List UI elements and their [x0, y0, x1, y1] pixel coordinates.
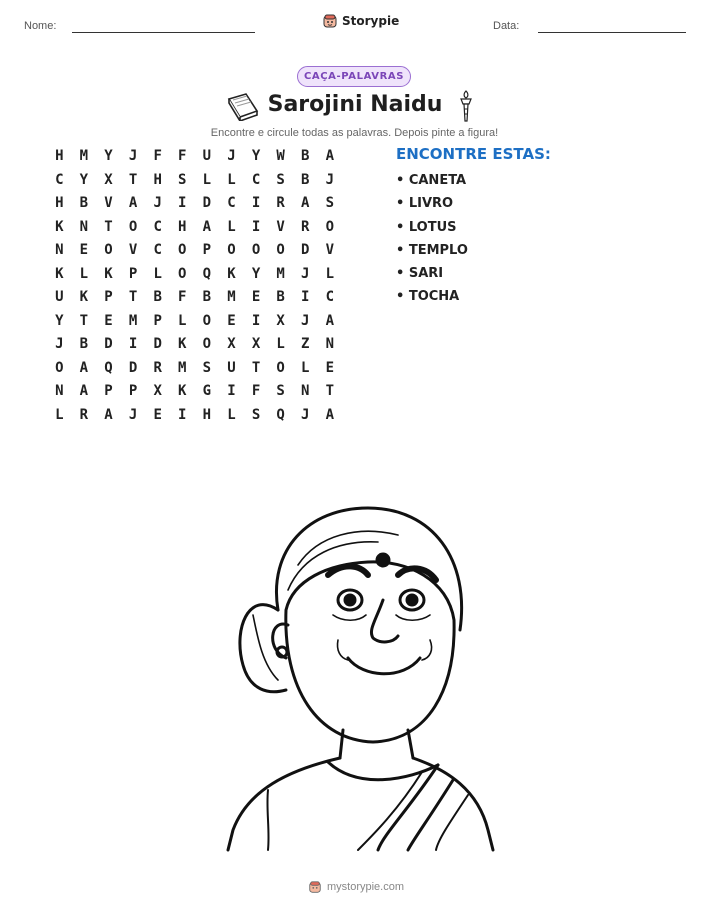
word-item: • TOCHA: [396, 289, 460, 305]
grid-letter[interactable]: L: [301, 359, 310, 376]
grid-letter[interactable]: H: [153, 171, 162, 188]
grid-letter[interactable]: O: [178, 242, 187, 258]
grid-letter[interactable]: F: [178, 289, 187, 305]
word-item: • CANETA: [396, 173, 467, 188]
grid-letter[interactable]: J: [153, 195, 162, 211]
grid-letter[interactable]: P: [202, 242, 212, 258]
storypie-mascot-icon: [308, 880, 322, 894]
grid-letter[interactable]: S: [202, 359, 212, 376]
grid-letter[interactable]: P: [104, 289, 113, 305]
grid-letter[interactable]: K: [79, 289, 89, 305]
grid-letter[interactable]: M: [276, 265, 285, 282]
grid-letter[interactable]: R: [301, 218, 310, 235]
name-line: [72, 32, 255, 33]
instructions: Encontre e circule todas as palavras. Depois pinte a figura!: [210, 127, 499, 139]
word-item: • LIVRO: [396, 196, 454, 212]
grid-letter[interactable]: H: [178, 218, 187, 235]
brand-logo: [322, 13, 399, 29]
grid-letter[interactable]: J: [128, 148, 138, 164]
grid-letter[interactable]: Z: [301, 336, 310, 352]
grid-letter[interactable]: Y: [104, 148, 113, 164]
grid-letter[interactable]: O: [276, 359, 285, 376]
grid-letter[interactable]: N: [79, 218, 89, 235]
grid-letter[interactable]: C: [251, 171, 261, 188]
grid-letter[interactable]: S: [325, 195, 335, 211]
grid-letter[interactable]: R: [79, 406, 89, 423]
grid-letter[interactable]: D: [128, 359, 138, 376]
grid-letter[interactable]: L: [79, 265, 89, 282]
grid-letter[interactable]: T: [325, 383, 335, 399]
grid-letter[interactable]: K: [104, 265, 113, 282]
grid-letter[interactable]: A: [202, 218, 212, 235]
grid-letter[interactable]: P: [128, 383, 138, 399]
grid-letter[interactable]: O: [55, 359, 64, 376]
grid-letter[interactable]: H: [55, 148, 64, 164]
grid-letter[interactable]: Y: [79, 171, 89, 188]
grid-letter[interactable]: I: [251, 312, 261, 329]
word-search-grid: [47, 145, 342, 427]
grid-letter[interactable]: M: [227, 289, 236, 305]
grid-letter[interactable]: D: [153, 336, 162, 352]
brand-name: Storypie: [342, 14, 400, 28]
grid-letter[interactable]: B: [153, 289, 162, 305]
grid-letter[interactable]: J: [55, 336, 64, 352]
grid-letter[interactable]: R: [153, 359, 162, 376]
grid-letter[interactable]: V: [128, 242, 138, 258]
grid-letter[interactable]: T: [128, 289, 138, 305]
grid-letter[interactable]: P: [104, 383, 113, 399]
grid-letter[interactable]: H: [202, 406, 212, 423]
grid-letter[interactable]: S: [276, 171, 285, 188]
grid-letter[interactable]: Q: [202, 265, 212, 282]
grid-letter[interactable]: K: [178, 383, 187, 399]
coloring-illustration[interactable]: [208, 490, 500, 852]
grid-letter[interactable]: K: [227, 265, 236, 282]
grid-letter[interactable]: X: [251, 336, 261, 352]
grid-letter[interactable]: N: [55, 383, 64, 399]
grid-letter[interactable]: O: [276, 242, 285, 258]
footer: [308, 880, 404, 894]
grid-letter[interactable]: Q: [104, 359, 113, 376]
grid-letter[interactable]: O: [251, 242, 261, 258]
grid-letter[interactable]: I: [251, 218, 261, 235]
grid-letter[interactable]: I: [178, 195, 187, 211]
grid-letter[interactable]: C: [153, 242, 162, 258]
grid-letter[interactable]: A: [325, 406, 335, 423]
grid-letter[interactable]: L: [55, 406, 64, 423]
grid-letter[interactable]: X: [104, 171, 113, 188]
grid-letter[interactable]: X: [276, 312, 285, 329]
grid-letter[interactable]: C: [227, 195, 236, 211]
grid-letter[interactable]: S: [276, 383, 285, 399]
grid-letter[interactable]: O: [128, 218, 138, 235]
grid-letter[interactable]: X: [153, 383, 162, 399]
word-list-title: ENCONTRE ESTAS:: [396, 145, 551, 163]
grid-letter[interactable]: C: [325, 289, 335, 305]
grid-letter[interactable]: R: [276, 195, 285, 211]
grid-letter[interactable]: I: [178, 406, 187, 423]
grid-letter[interactable]: V: [325, 242, 335, 258]
grid-letter[interactable]: Y: [55, 312, 64, 329]
grid-letter[interactable]: C: [55, 171, 64, 188]
word-item: • TEMPLO: [396, 242, 468, 258]
footer-url[interactable]: mystorypie.com: [327, 881, 405, 893]
date-label: Data:: [493, 20, 520, 32]
grid-letter[interactable]: B: [301, 148, 310, 164]
grid-letter[interactable]: S: [178, 171, 187, 188]
grid-letter[interactable]: A: [301, 195, 310, 211]
grid-letter[interactable]: D: [301, 242, 310, 258]
grid-letter[interactable]: I: [301, 289, 310, 305]
grid-letter[interactable]: I: [227, 383, 236, 399]
grid-letter[interactable]: L: [178, 312, 187, 329]
grid-letter[interactable]: F: [251, 383, 261, 399]
grid-letter[interactable]: N: [55, 242, 64, 258]
grid-letter[interactable]: A: [325, 148, 335, 164]
grid-letter[interactable]: T: [128, 171, 138, 188]
word-item: • LOTUS: [396, 219, 457, 235]
date-line: [538, 32, 686, 33]
grid-letter[interactable]: A: [79, 359, 89, 376]
grid-letter[interactable]: T: [79, 312, 89, 329]
grid-letter[interactable]: B: [276, 289, 285, 305]
grid-letter[interactable]: L: [276, 336, 285, 352]
grid-letter[interactable]: A: [325, 312, 335, 329]
grid-letter[interactable]: A: [104, 406, 113, 423]
grid-letter[interactable]: N: [301, 383, 310, 399]
grid-letter[interactable]: T: [104, 218, 113, 235]
grid-letter[interactable]: O: [178, 265, 187, 282]
grid-letter[interactable]: J: [301, 265, 310, 282]
grid-letter[interactable]: Q: [276, 406, 285, 423]
grid-letter[interactable]: U: [55, 289, 64, 305]
grid-letter[interactable]: K: [178, 336, 187, 352]
book-icon: [226, 91, 260, 121]
grid-letter[interactable]: L: [202, 171, 212, 188]
grid-letter[interactable]: M: [128, 312, 138, 329]
grid-letter[interactable]: X: [227, 336, 236, 352]
grid-letter[interactable]: C: [153, 218, 162, 235]
grid-letter[interactable]: V: [104, 195, 113, 211]
grid-letter[interactable]: J: [128, 406, 138, 423]
grid-letter[interactable]: L: [325, 265, 335, 282]
worksheet-type-badge: CAÇA-PALAVRAS: [297, 66, 411, 87]
grid-letter[interactable]: B: [301, 171, 310, 188]
grid-letter[interactable]: L: [227, 406, 236, 423]
grid-letter[interactable]: Y: [251, 265, 261, 282]
grid-letter[interactable]: L: [227, 218, 236, 235]
grid-letter[interactable]: U: [202, 148, 212, 164]
grid-letter[interactable]: J: [325, 171, 335, 188]
grid-letter[interactable]: F: [153, 148, 162, 164]
grid-letter[interactable]: O: [104, 242, 113, 258]
grid-letter[interactable]: B: [202, 289, 212, 305]
grid-letter[interactable]: L: [153, 265, 162, 282]
grid-letter[interactable]: J: [301, 406, 310, 423]
grid-letter[interactable]: P: [128, 265, 138, 282]
grid-letter[interactable]: I: [128, 336, 138, 352]
grid-letter[interactable]: Y: [251, 148, 261, 164]
grid-letter[interactable]: D: [104, 336, 113, 352]
grid-letter[interactable]: I: [251, 195, 261, 211]
torch-icon: [458, 90, 474, 122]
grid-letter[interactable]: U: [227, 359, 236, 376]
word-list: [396, 172, 468, 312]
grid-letter[interactable]: B: [79, 195, 89, 211]
grid-letter[interactable]: A: [128, 195, 138, 211]
grid-letter[interactable]: E: [104, 312, 113, 329]
grid-letter[interactable]: O: [227, 242, 236, 258]
grid-letter[interactable]: O: [202, 336, 212, 352]
storypie-mascot-icon: [322, 13, 338, 29]
grid-letter[interactable]: B: [79, 336, 89, 352]
grid-letter[interactable]: O: [325, 218, 335, 235]
grid-letter[interactable]: E: [153, 406, 162, 423]
grid-letter[interactable]: E: [79, 242, 89, 258]
grid-letter[interactable]: W: [276, 148, 285, 164]
grid-letter[interactable]: E: [325, 359, 335, 376]
grid-letter[interactable]: O: [202, 312, 212, 329]
grid-letter[interactable]: M: [79, 148, 89, 164]
grid-letter[interactable]: E: [227, 312, 236, 329]
grid-letter[interactable]: V: [276, 218, 285, 235]
grid-letter[interactable]: H: [55, 195, 64, 211]
page-title: Sarojini Naidu: [267, 92, 443, 117]
grid-letter[interactable]: E: [251, 289, 261, 305]
grid-letter[interactable]: G: [202, 383, 212, 399]
grid-letter[interactable]: T: [251, 359, 261, 376]
grid-letter[interactable]: J: [301, 312, 310, 329]
grid-letter[interactable]: M: [178, 359, 187, 376]
grid-letter[interactable]: N: [325, 336, 335, 352]
grid-letter[interactable]: A: [79, 383, 89, 399]
grid-letter[interactable]: L: [227, 171, 236, 188]
grid-letter[interactable]: J: [227, 148, 236, 164]
grid-letter[interactable]: F: [178, 148, 187, 164]
grid-letter[interactable]: D: [202, 195, 212, 211]
grid-letter[interactable]: K: [55, 265, 64, 282]
grid-letter[interactable]: S: [251, 406, 261, 423]
word-item: • SARI: [396, 266, 444, 282]
grid-letter[interactable]: P: [153, 312, 162, 329]
grid-letter[interactable]: K: [55, 218, 64, 235]
name-label: Nome:: [24, 20, 57, 32]
